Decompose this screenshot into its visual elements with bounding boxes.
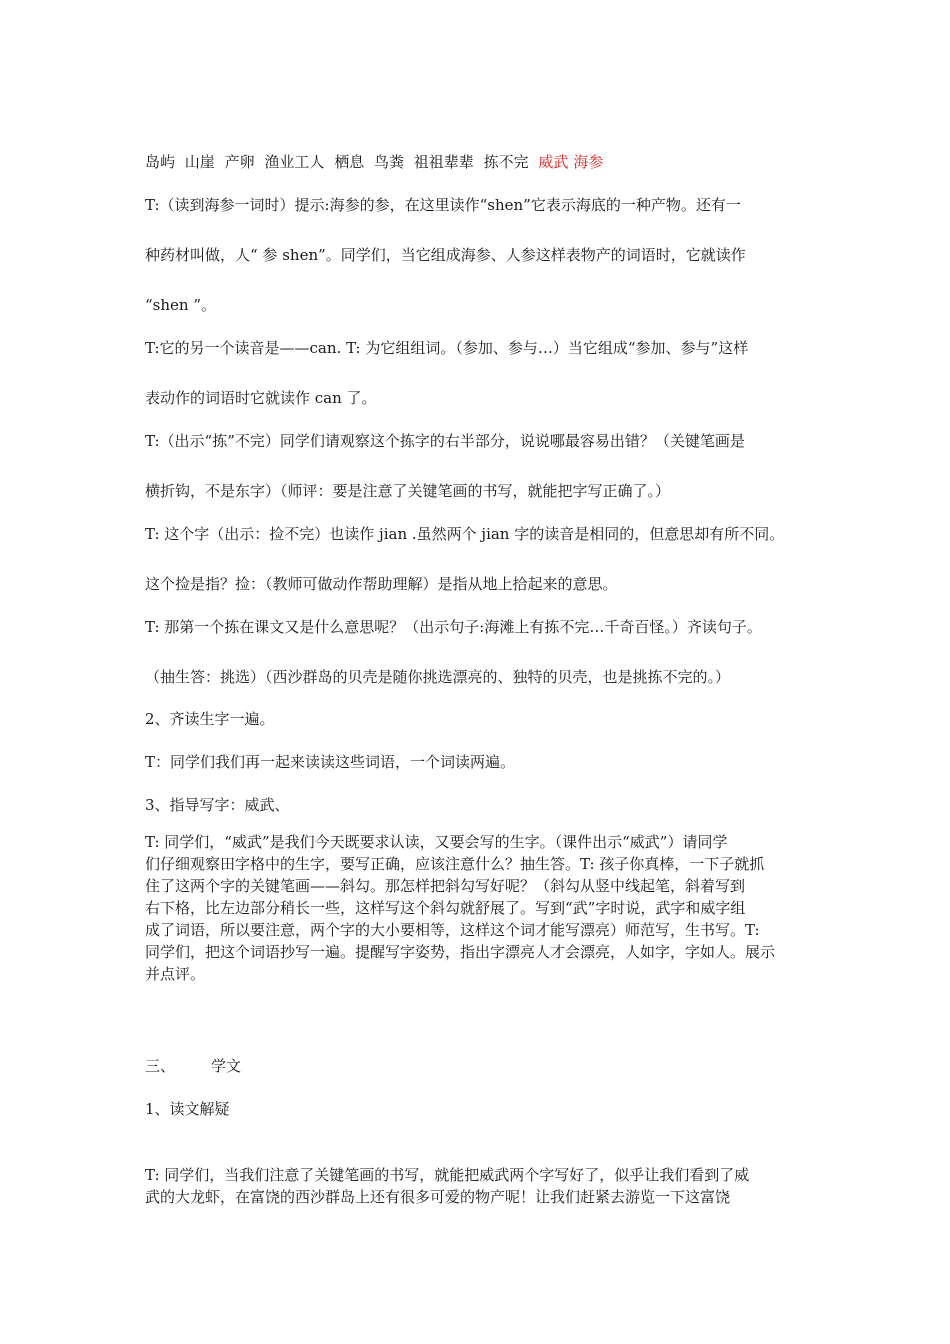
section-heading (145, 1055, 813, 1077)
section-title: 学文 (211, 1057, 242, 1075)
text-line: 表动作的词语时它就读作 can 了。 (145, 389, 377, 407)
vocabulary-line (145, 151, 813, 173)
vocab-word: 栖息 (334, 153, 365, 171)
paragraph-line: 武的大龙虾，在富饶的西沙群岛上还有很多可爱的物产呢！让我们赶紧去游览一下这富饶 (145, 1188, 731, 1206)
text-line: 横折钩，不是东字）（师评：要是注意了关键笔画的书写，就能把字写正确了。） (145, 482, 671, 500)
vocab-word: 祖祖辈辈 (413, 153, 474, 171)
vocab-word: 拣不完 (483, 153, 529, 171)
text-line: T：同学们我们再一起来读读这些词语，一个词读两遍。 (145, 753, 516, 771)
vocab-word-highlighted: 海参 (573, 153, 604, 171)
text-line: “shen ”。 (145, 296, 217, 314)
reading-paragraph (145, 1164, 813, 1208)
text-line: T:（出示“拣”不完）同学们请观察这个拣字的右半部分，说说哪最容易出错？（关键笔画是 (145, 432, 745, 450)
text-line: （抽生答：挑选）（西沙群岛的贝壳是随你挑选漂亮的、独特的贝壳，也是挑拣不完的。） (145, 668, 731, 686)
section-number: 三、 (145, 1057, 176, 1075)
text-line: 2、齐读生字一遍。 (145, 710, 275, 728)
paragraph-line: T: 同学们，“威武”是我们今天既要求认读，又要会写的生字。（课件出示“威武”）请同学 (145, 833, 728, 851)
paragraph-line: 并点评。 (145, 965, 206, 983)
vocab-word: 产卵 (224, 153, 255, 171)
text-line: 这个捡是指？捡：（教师可做动作帮助理解）是指从地上拾起来的意思。 (145, 575, 618, 593)
vocab-word-highlighted: 威武 (538, 153, 569, 171)
text-line: 种药材叫做，人“ 参 shen”。同学们，当它组成海参、人参这样表物产的词语时，它就读作 (145, 246, 746, 264)
writing-guidance-paragraph (145, 831, 813, 985)
vocab-word: 鸟粪 (373, 153, 404, 171)
text-line: T: 这个字（出示：捡不完）也读作 jian .虽然两个 jian 字的读音是相同的，但意思却有所不同。 (145, 525, 785, 543)
text-line: 1、读文解疑 (145, 1100, 230, 1118)
vocab-word: 山崖 (184, 153, 215, 171)
paragraph-line: 们仔细观察田字格中的生字，要写正确，应该注意什么？抽生答。T: 孩子你真棒，一下子就抓 (145, 855, 765, 873)
paragraph-line: 成了词语，所以要注意，两个字的大小要相等，这样这个词才能写漂亮）师范写，生书写。T: (145, 921, 760, 939)
text-line: 3、指导写字：威武、 (145, 796, 290, 814)
text-line: T:它的另一个读音是——can. T: 为它组组词。（参加、参与…）当它组成“参加、参与”这样 (145, 339, 749, 357)
vocab-word: 渔业工人 (264, 153, 325, 171)
vocab-word: 岛屿 (145, 153, 176, 171)
paragraph-line: 右下格，比左边部分稍长一些，这样写这个斜勾就舒展了。写到“武”字时说，武字和威字组 (145, 899, 746, 917)
paragraph-line: 同学们，把这个词语抄写一遍。提醒写字姿势，指出字漂亮人才会漂亮，人如字，字如人。展示 (145, 943, 776, 961)
text-line: T: 那第一个拣在课文又是什么意思呢？（出示句子:海滩上有拣不完…千奇百怪。）齐读句子。 (145, 618, 762, 636)
paragraph-line: T: 同学们，当我们注意了关键笔画的书写，就能把威武两个字写好了，似乎让我们看到了威 (145, 1166, 750, 1184)
text-line: T:（读到海参一词时）提示:海参的参，在这里读作“shen”它表示海底的一种产物。还有一 (145, 196, 741, 214)
paragraph-line: 住了这两个字的关键笔画——斜勾。那怎样把斜勾写好呢？（斜勾从竖中线起笔，斜着写到 (145, 877, 746, 895)
